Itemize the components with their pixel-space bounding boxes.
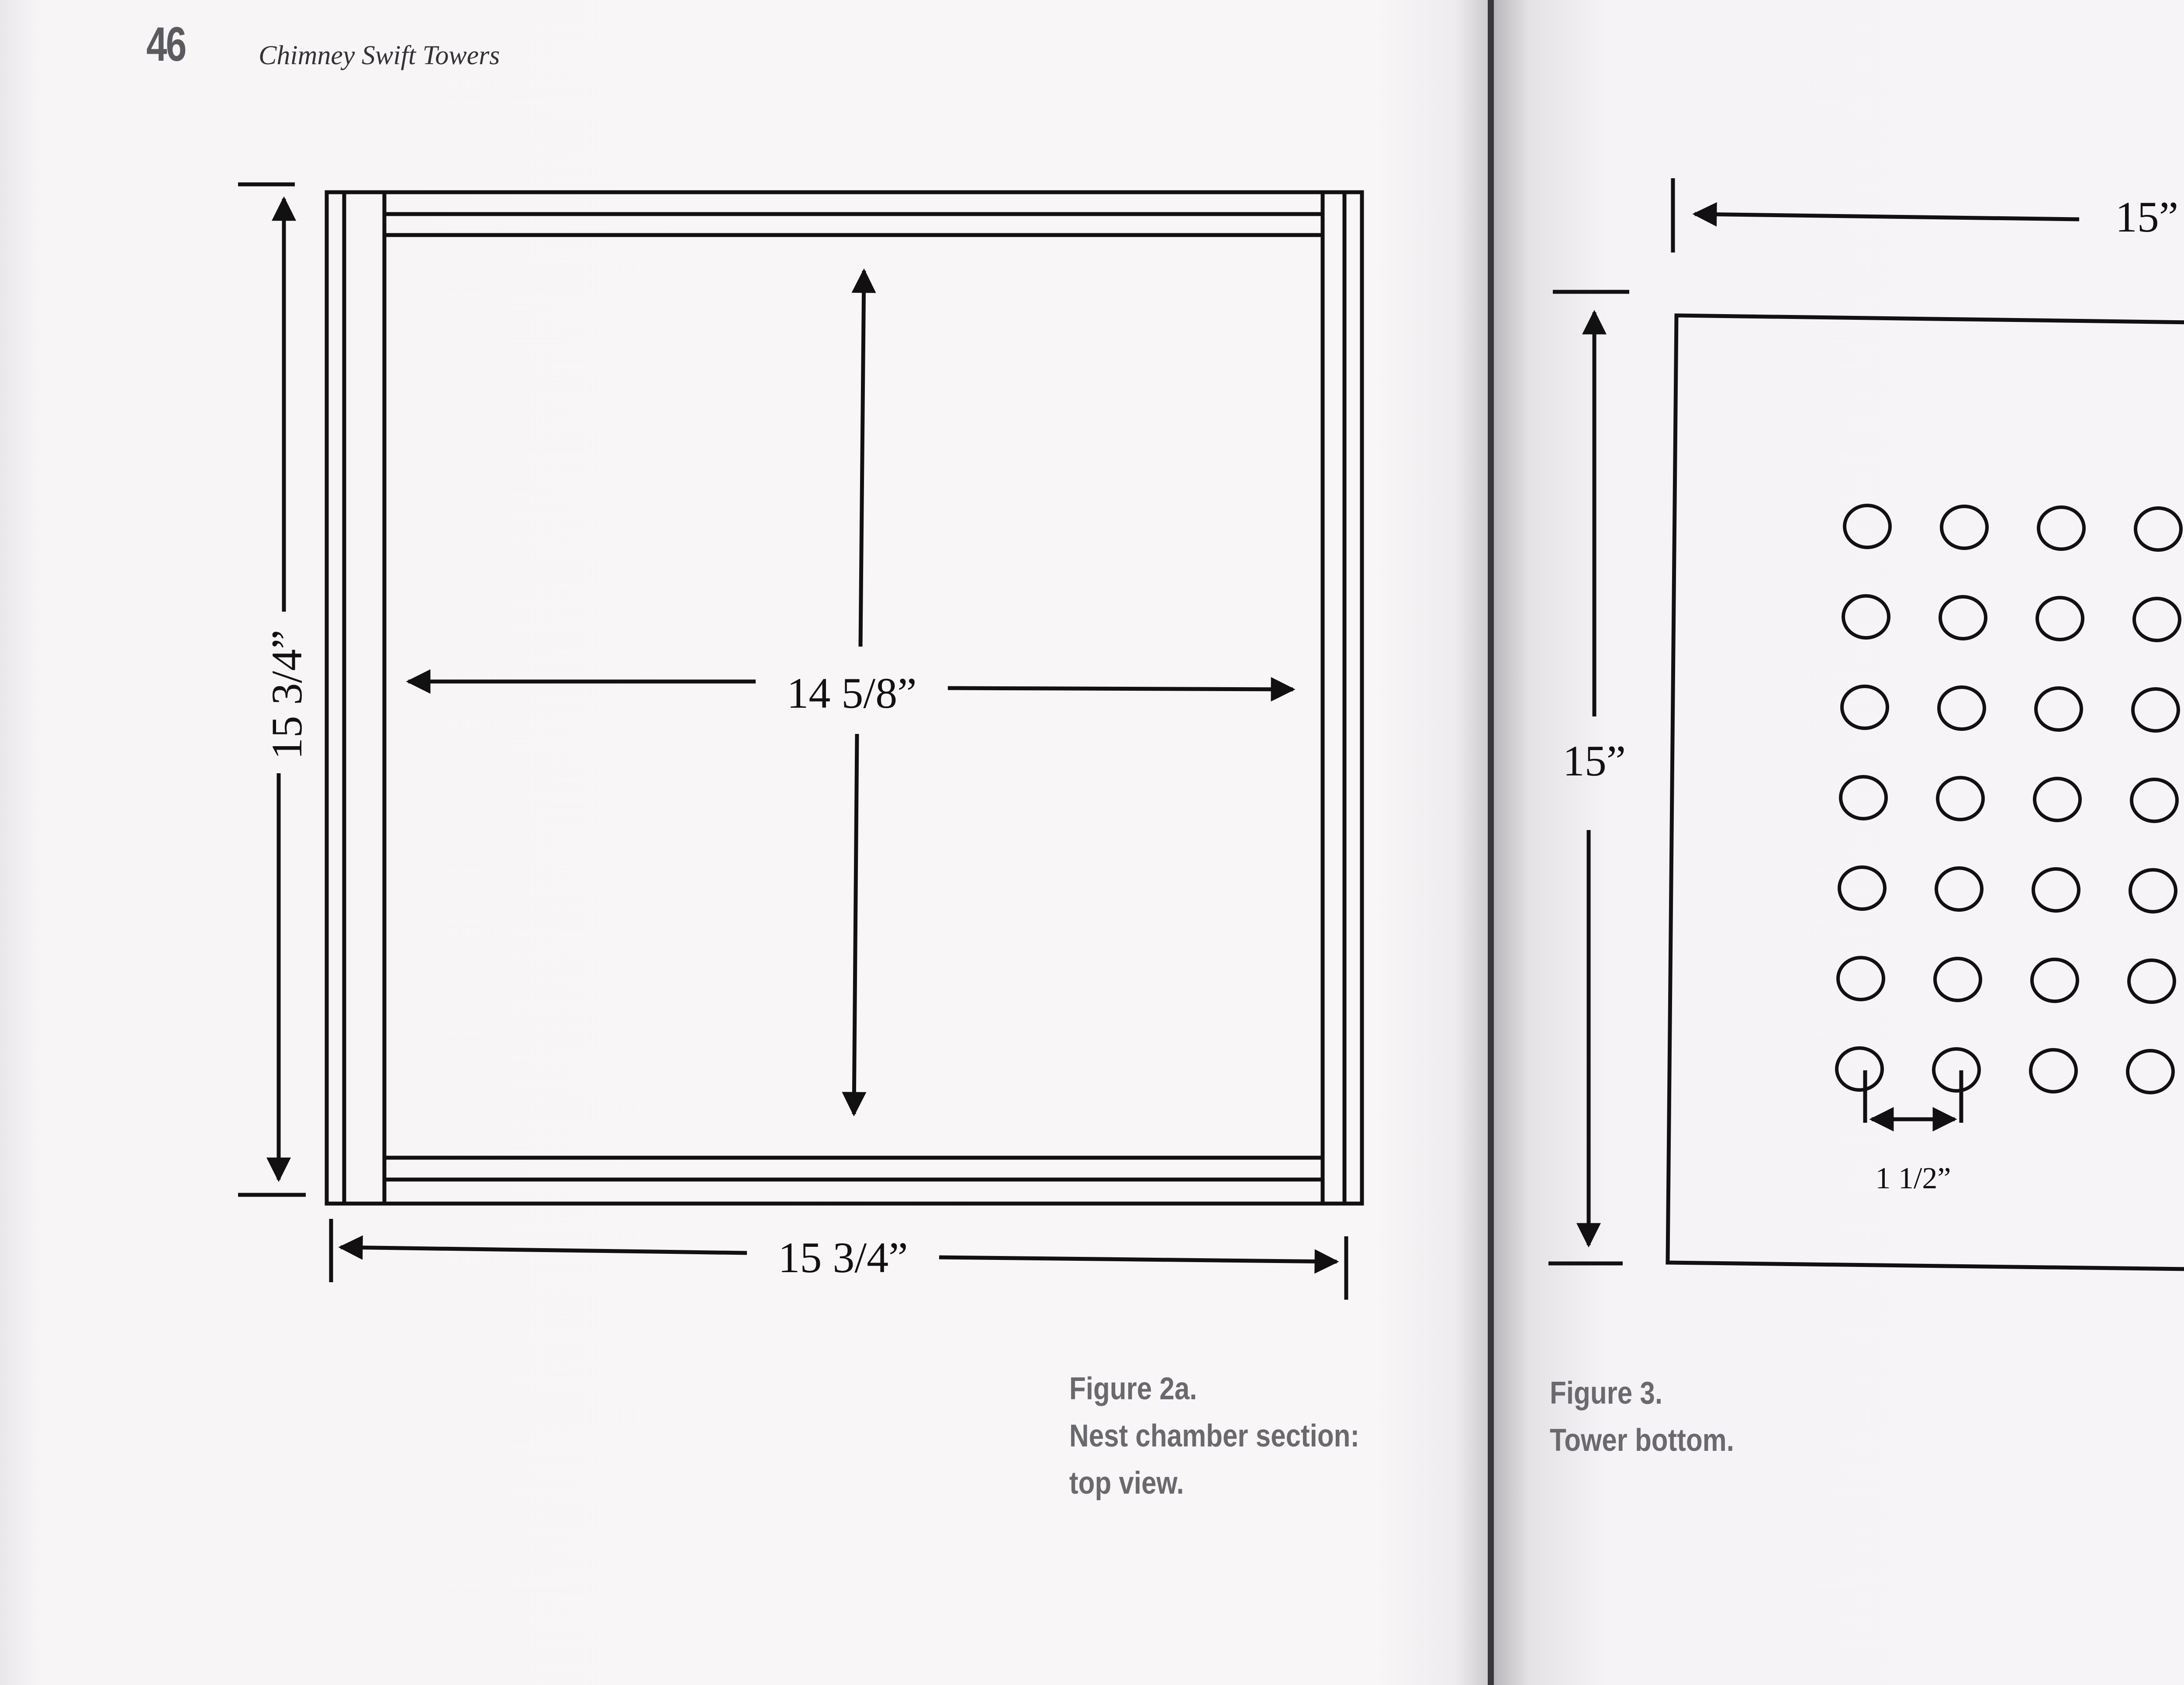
hole-6-3 <box>2128 1051 2173 1093</box>
inner-label: 14 5/8” <box>787 669 917 717</box>
left-running-head: Chimney Swift Towers <box>259 41 500 70</box>
hole-3-1 <box>1938 778 1983 820</box>
hole-2-2 <box>2036 688 2081 730</box>
hole-0-2 <box>2039 507 2084 549</box>
hole-4-2 <box>2033 869 2079 911</box>
figure-2a-caption-line-2: Nest chamber section: <box>1069 1419 1360 1453</box>
left-height-label: 15” <box>1562 737 1626 785</box>
hole-5-3 <box>2129 960 2174 1002</box>
hole-1-2 <box>2037 598 2083 640</box>
spacing-label: 1 1/2” <box>1875 1162 1951 1195</box>
hole-4-3 <box>2130 870 2176 912</box>
hole-4-0 <box>1839 867 1885 909</box>
figure-3-caption-line-1: Figure 3. <box>1550 1376 1663 1411</box>
hole-0-3 <box>2136 508 2181 550</box>
left-page-number: 46 <box>146 17 186 71</box>
hole-2-1 <box>1939 687 1984 729</box>
figure-2a-caption-line-1: Figure 2a. <box>1069 1371 1197 1406</box>
top-width-label: 15” <box>2115 193 2179 241</box>
hole-1-1 <box>1940 597 1986 639</box>
hole-5-2 <box>2032 959 2077 1001</box>
width-label: 15 3/4” <box>778 1233 908 1282</box>
hole-2-3 <box>2133 689 2178 731</box>
figure-2a-caption-line-3: top view. <box>1069 1466 1184 1501</box>
hole-0-0 <box>1845 505 1890 547</box>
hole-5-1 <box>1935 958 1980 1000</box>
hole-3-2 <box>2035 778 2080 820</box>
figure-3-caption-line-2: Tower bottom. <box>1550 1423 1734 1458</box>
hole-2-0 <box>1842 686 1887 728</box>
hole-5-0 <box>1838 958 1883 1000</box>
hole-1-3 <box>2134 599 2180 640</box>
hole-6-0 <box>1837 1048 1882 1090</box>
hole-1-0 <box>1843 596 1889 638</box>
hole-6-2 <box>2031 1050 2076 1092</box>
top-width-arrow-left <box>1695 214 2079 219</box>
height-label: 15 3/4” <box>263 630 311 760</box>
figure-2a-caption <box>1069 1365 1359 1507</box>
hole-3-0 <box>1841 777 1886 819</box>
hole-4-1 <box>1936 868 1982 910</box>
hole-3-3 <box>2132 779 2177 821</box>
tower-bottom-board <box>1668 315 2184 1275</box>
figure-3-caption <box>1550 1370 1734 1464</box>
hole-grid <box>1837 505 2184 1095</box>
hole-6-1 <box>1934 1049 1979 1091</box>
hole-0-1 <box>1942 506 1987 548</box>
